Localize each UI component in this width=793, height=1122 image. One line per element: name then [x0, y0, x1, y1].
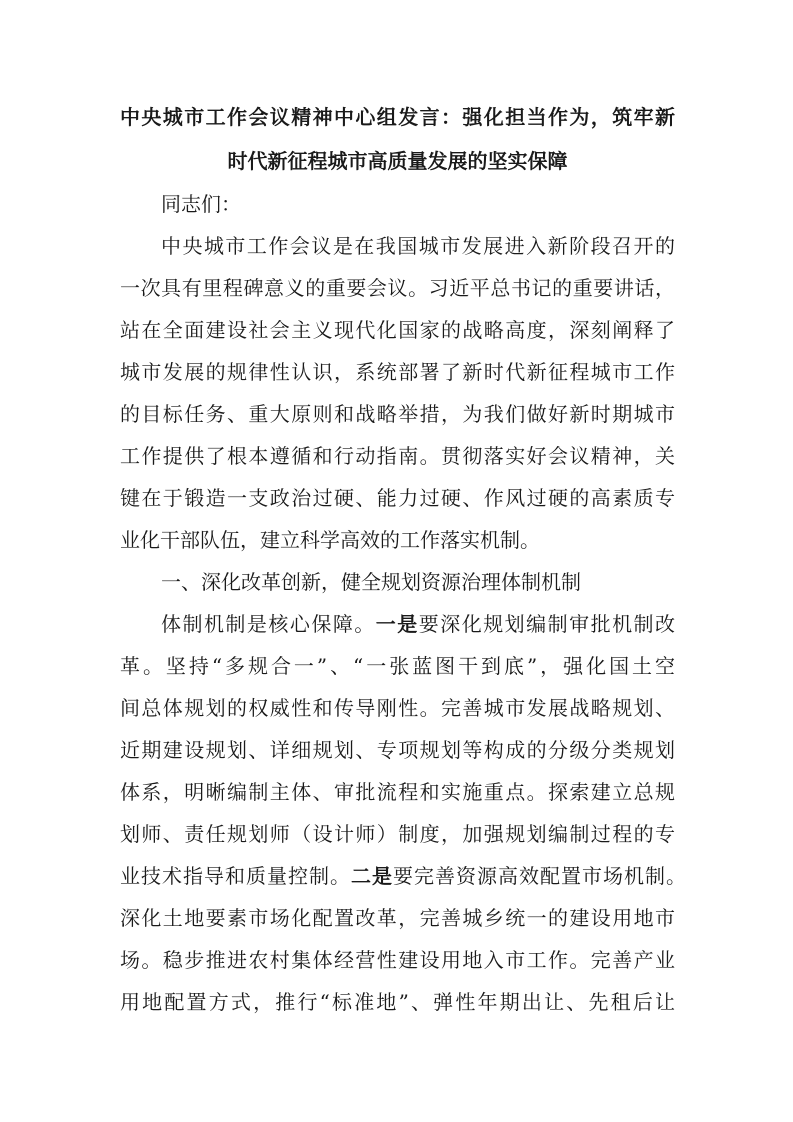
section-1-text: 要完善资源高效配置市场机制。 — [393, 864, 686, 888]
paragraph-1-line: 工作提供了根本遵循和行动指南。贯彻落实好会议精神，关 — [120, 444, 675, 468]
paragraph-1-line: 键在于锻造一支政治过硬、能力过硬、作风过硬的高素质专 — [120, 486, 675, 510]
paragraph-1-line: 城市发展的规律性认识，系统部署了新时代新征程城市工作 — [120, 360, 675, 384]
section-1-line: 场。稳步推进农村集体经营性建设用地入市工作。完善产业 — [120, 948, 675, 972]
section-1-line: 深化土地要素市场化配置改革，完善城乡统一的建设用地市 — [120, 906, 675, 930]
paragraph-1-line: 一次具有里程碑意义的重要会议。习近平总书记的重要讲话， — [120, 276, 675, 300]
section-1-line — [161, 614, 675, 634]
salutation: 同志们： — [161, 192, 241, 216]
document-title-line-2: 时代新征程城市高质量发展的坚实保障 — [227, 149, 568, 173]
section-1-line: 体系，明晰编制主体、审批流程和实施重点。探索建立总规 — [120, 780, 675, 804]
point-marker-first: 一是 — [375, 612, 419, 636]
section-1-heading: 一、深化改革创新，健全规划资源治理体制机制 — [161, 570, 581, 594]
section-1-line: 划师、责任规划师（设计师）制度，加强规划编制过程的专 — [120, 822, 675, 846]
paragraph-1-line: 业化干部队伍，建立科学高效的工作落实机制。 — [120, 528, 540, 552]
section-1-line: 近期建设规划、详细规划、专项规划等构成的分级分类规划 — [120, 738, 675, 762]
section-1-text: 体制机制是核心保障。 — [161, 612, 376, 636]
section-1-line: 用地配置方式，推行“标准地”、弹性年期出让、先租后让 — [120, 990, 675, 1014]
section-1-line: 间总体规划的权威性和传导刚性。完善城市发展战略规划、 — [120, 696, 675, 720]
paragraph-1-line: 的目标任务、重大原则和战略举措，为我们做好新时期城市 — [120, 402, 675, 426]
paragraph-1-line: 中央城市工作会议是在我国城市发展进入新阶段召开的 — [161, 234, 675, 258]
section-1-line: 革。坚持“多规合一”、“一张蓝图干到底”，强化国土空 — [120, 654, 675, 678]
section-1-text: 要深化规划编制审批机制改 — [418, 612, 676, 636]
document-title-line-1: 中央城市工作会议精神中心组发言：强化担当作为，筑牢新 — [120, 105, 675, 129]
point-marker-second: 二是 — [351, 864, 393, 888]
section-1-text: 业技术指导和质量控制。 — [120, 864, 351, 888]
paragraph-1-line: 站在全面建设社会主义现代化国家的战略高度，深刻阐释了 — [120, 318, 675, 342]
section-1-line — [120, 866, 686, 886]
